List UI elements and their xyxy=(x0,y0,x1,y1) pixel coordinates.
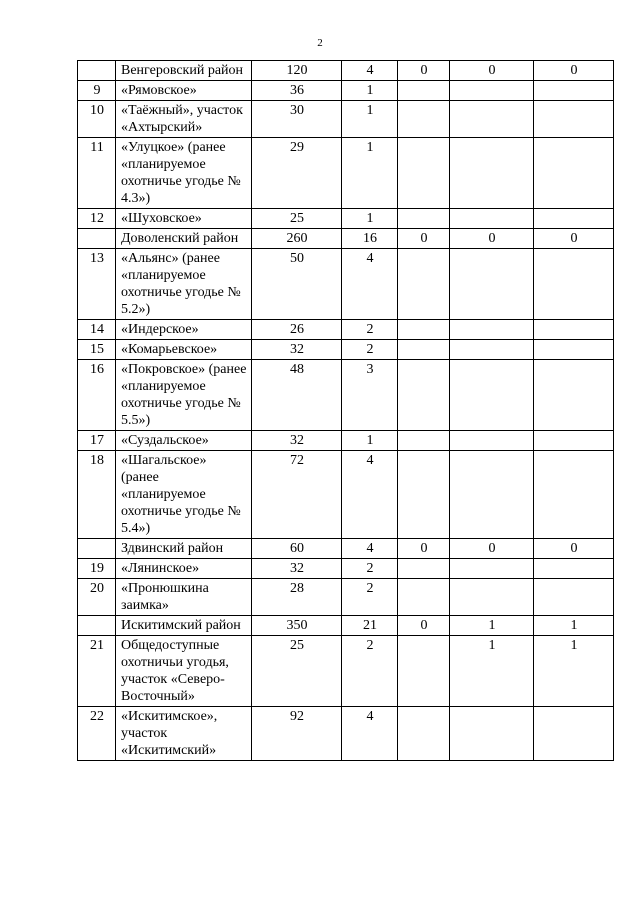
table-row xyxy=(78,360,614,431)
table-row xyxy=(78,579,614,616)
quota-cell: 4 xyxy=(342,451,398,539)
quota-cell: 1 xyxy=(342,431,398,451)
hunting-ground-name-cell: «Альянс» (ранее «планируемое охотничье угодье № 5.2») xyxy=(116,249,252,320)
area-cell: 48 xyxy=(252,360,342,431)
hunting-grounds-table xyxy=(77,60,614,761)
value-cell-3 xyxy=(398,451,450,539)
value-cell-3 xyxy=(398,707,450,761)
value-cell-5 xyxy=(534,249,614,320)
value-cell-3: 0 xyxy=(398,616,450,636)
table-row xyxy=(78,451,614,539)
value-cell-4 xyxy=(450,451,534,539)
value-cell-5 xyxy=(534,340,614,360)
hunting-ground-name-cell: Венгеровский район xyxy=(116,61,252,81)
value-cell-4 xyxy=(450,101,534,138)
district-summary-row xyxy=(78,229,614,249)
value-cell-4 xyxy=(450,360,534,431)
quota-cell: 1 xyxy=(342,209,398,229)
quota-cell: 16 xyxy=(342,229,398,249)
row-number-cell xyxy=(78,229,116,249)
hunting-ground-name-cell: «Шуховское» xyxy=(116,209,252,229)
quota-cell: 1 xyxy=(342,138,398,209)
value-cell-3: 0 xyxy=(398,61,450,81)
value-cell-4 xyxy=(450,320,534,340)
hunting-ground-name-cell: «Рямовское» xyxy=(116,81,252,101)
value-cell-5 xyxy=(534,431,614,451)
value-cell-3 xyxy=(398,320,450,340)
area-cell: 29 xyxy=(252,138,342,209)
hunting-ground-name-cell: «Комарьевское» xyxy=(116,340,252,360)
area-cell: 72 xyxy=(252,451,342,539)
value-cell-3 xyxy=(398,559,450,579)
area-cell: 32 xyxy=(252,340,342,360)
area-cell: 30 xyxy=(252,101,342,138)
row-number-cell: 16 xyxy=(78,360,116,431)
value-cell-5 xyxy=(534,559,614,579)
value-cell-3 xyxy=(398,138,450,209)
value-cell-3 xyxy=(398,579,450,616)
row-number-cell: 22 xyxy=(78,707,116,761)
table-body xyxy=(78,61,614,761)
row-number-cell xyxy=(78,616,116,636)
area-cell: 32 xyxy=(252,559,342,579)
row-number-cell: 20 xyxy=(78,579,116,616)
table-row xyxy=(78,636,614,707)
hunting-ground-name-cell: Искитимский район xyxy=(116,616,252,636)
row-number-cell: 13 xyxy=(78,249,116,320)
area-cell: 350 xyxy=(252,616,342,636)
value-cell-5 xyxy=(534,209,614,229)
hunting-ground-name-cell: «Шагальское» (ранее «планируемое охотничье угодье № 5.4») xyxy=(116,451,252,539)
area-cell: 92 xyxy=(252,707,342,761)
value-cell-5 xyxy=(534,81,614,101)
value-cell-3 xyxy=(398,209,450,229)
value-cell-3 xyxy=(398,360,450,431)
value-cell-4 xyxy=(450,249,534,320)
quota-cell: 2 xyxy=(342,320,398,340)
value-cell-5 xyxy=(534,360,614,431)
value-cell-3 xyxy=(398,81,450,101)
value-cell-3 xyxy=(398,340,450,360)
value-cell-5: 0 xyxy=(534,539,614,559)
row-number-cell: 14 xyxy=(78,320,116,340)
quota-cell: 2 xyxy=(342,340,398,360)
row-number-cell: 11 xyxy=(78,138,116,209)
row-number-cell: 12 xyxy=(78,209,116,229)
quota-cell: 2 xyxy=(342,636,398,707)
area-cell: 36 xyxy=(252,81,342,101)
value-cell-4 xyxy=(450,559,534,579)
row-number-cell: 21 xyxy=(78,636,116,707)
district-summary-row xyxy=(78,539,614,559)
value-cell-4: 0 xyxy=(450,61,534,81)
hunting-ground-name-cell: «Покровское» (ранее «планируемое охотничье угодье № 5.5») xyxy=(116,360,252,431)
value-cell-5 xyxy=(534,707,614,761)
area-cell: 25 xyxy=(252,636,342,707)
hunting-ground-name-cell: Доволенский район xyxy=(116,229,252,249)
value-cell-4 xyxy=(450,81,534,101)
hunting-ground-name-cell: «Искитимское», участок «Искитимский» xyxy=(116,707,252,761)
area-cell: 260 xyxy=(252,229,342,249)
value-cell-5 xyxy=(534,138,614,209)
value-cell-4 xyxy=(450,431,534,451)
value-cell-3 xyxy=(398,101,450,138)
row-number-cell: 9 xyxy=(78,81,116,101)
value-cell-3 xyxy=(398,249,450,320)
quota-cell: 1 xyxy=(342,81,398,101)
table-row xyxy=(78,249,614,320)
row-number-cell: 18 xyxy=(78,451,116,539)
value-cell-4 xyxy=(450,340,534,360)
value-cell-3 xyxy=(398,431,450,451)
value-cell-3: 0 xyxy=(398,229,450,249)
value-cell-5 xyxy=(534,101,614,138)
quota-cell: 4 xyxy=(342,249,398,320)
row-number-cell xyxy=(78,539,116,559)
value-cell-5: 0 xyxy=(534,229,614,249)
hunting-ground-name-cell: Общедоступные охотничьи угодья, участок «Северо-Восточный» xyxy=(116,636,252,707)
value-cell-4 xyxy=(450,209,534,229)
area-cell: 28 xyxy=(252,579,342,616)
quota-cell: 1 xyxy=(342,101,398,138)
table-row xyxy=(78,431,614,451)
table-row xyxy=(78,340,614,360)
quota-cell: 4 xyxy=(342,707,398,761)
value-cell-3: 0 xyxy=(398,539,450,559)
value-cell-5 xyxy=(534,451,614,539)
value-cell-4: 0 xyxy=(450,229,534,249)
row-number-cell: 17 xyxy=(78,431,116,451)
value-cell-4: 1 xyxy=(450,636,534,707)
quota-cell: 21 xyxy=(342,616,398,636)
quota-cell: 3 xyxy=(342,360,398,431)
value-cell-5: 0 xyxy=(534,61,614,81)
area-cell: 26 xyxy=(252,320,342,340)
table-row xyxy=(78,320,614,340)
row-number-cell: 10 xyxy=(78,101,116,138)
row-number-cell: 19 xyxy=(78,559,116,579)
page-number: 2 xyxy=(317,37,323,49)
area-cell: 120 xyxy=(252,61,342,81)
hunting-ground-name-cell: «Индерское» xyxy=(116,320,252,340)
value-cell-4 xyxy=(450,707,534,761)
value-cell-5 xyxy=(534,320,614,340)
value-cell-5: 1 xyxy=(534,616,614,636)
value-cell-5 xyxy=(534,579,614,616)
quota-cell: 4 xyxy=(342,539,398,559)
table-row xyxy=(78,707,614,761)
value-cell-3 xyxy=(398,636,450,707)
quota-cell: 2 xyxy=(342,579,398,616)
row-number-cell: 15 xyxy=(78,340,116,360)
area-cell: 32 xyxy=(252,431,342,451)
row-number-cell xyxy=(78,61,116,81)
table-row xyxy=(78,559,614,579)
value-cell-4: 0 xyxy=(450,539,534,559)
table-row xyxy=(78,209,614,229)
quota-cell: 2 xyxy=(342,559,398,579)
area-cell: 25 xyxy=(252,209,342,229)
hunting-ground-name-cell: «Лянинское» xyxy=(116,559,252,579)
value-cell-4 xyxy=(450,579,534,616)
hunting-ground-name-cell: «Таёжный», участок «Ахтырский» xyxy=(116,101,252,138)
hunting-ground-name-cell: Здвинский район xyxy=(116,539,252,559)
hunting-ground-name-cell: «Пронюшкина заимка» xyxy=(116,579,252,616)
value-cell-5: 1 xyxy=(534,636,614,707)
table-row xyxy=(78,81,614,101)
value-cell-4 xyxy=(450,138,534,209)
district-summary-row xyxy=(78,616,614,636)
quota-cell: 4 xyxy=(342,61,398,81)
area-cell: 60 xyxy=(252,539,342,559)
table-row xyxy=(78,101,614,138)
value-cell-4: 1 xyxy=(450,616,534,636)
hunting-ground-name-cell: «Суздальское» xyxy=(116,431,252,451)
hunting-ground-name-cell: «Улуцкое» (ранее «планируемое охотничье угодье № 4.3») xyxy=(116,138,252,209)
district-summary-row xyxy=(78,61,614,81)
area-cell: 50 xyxy=(252,249,342,320)
table-row xyxy=(78,138,614,209)
